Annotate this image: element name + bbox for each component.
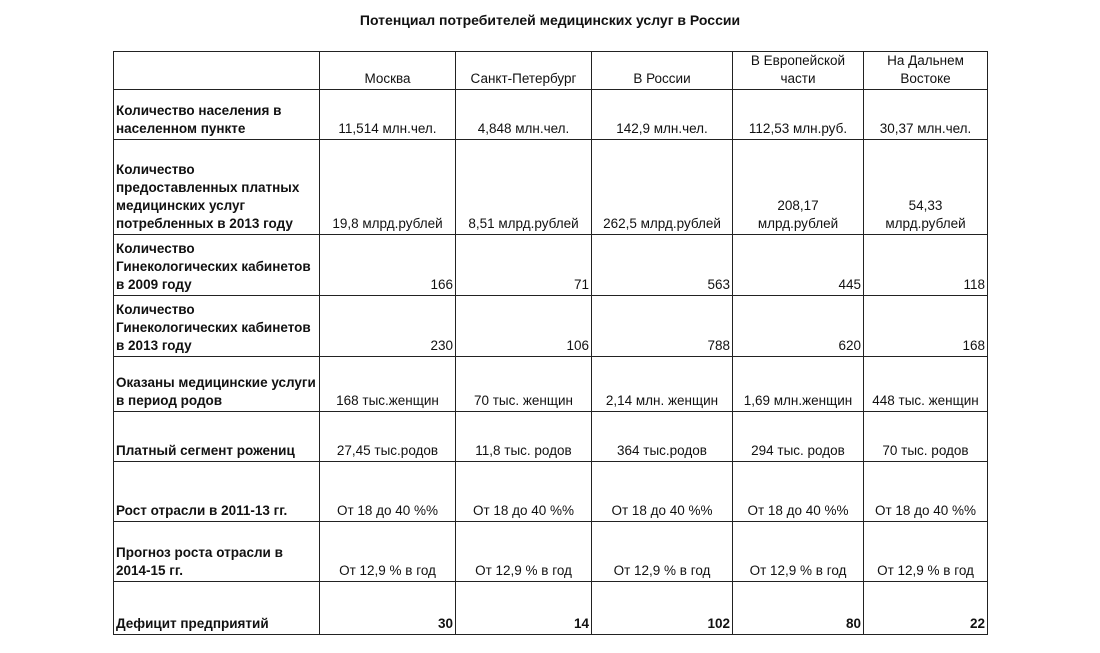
row-label-childbirth-services: Оказаны медицинские услуги в период родов xyxy=(114,357,320,412)
row-label-paid-segment: Платный сегмент рожениц xyxy=(114,412,320,462)
table-cell: 70 тыс. женщин xyxy=(456,357,592,412)
table-cell: 8,51 млрд.рублей xyxy=(456,140,592,235)
table-cell: 445 xyxy=(733,235,864,296)
table-cell: 563 xyxy=(592,235,733,296)
table-cell: 142,9 млн.чел. xyxy=(592,90,733,140)
header-cell-russia: В России xyxy=(592,52,733,90)
table-row xyxy=(114,522,988,582)
table-cell: От 18 до 40 %% xyxy=(320,462,456,522)
table-cell: 19,8 млрд.рублей xyxy=(320,140,456,235)
table-cell: От 12,9 % в год xyxy=(320,522,456,582)
table-cell: 168 xyxy=(864,296,988,357)
table-cell: 11,8 тыс. родов xyxy=(456,412,592,462)
table-cell: 54,33 млрд.рублей xyxy=(864,140,988,235)
row-label-population: Количество населения в населенном пункте xyxy=(114,90,320,140)
table-row xyxy=(114,582,988,635)
table-cell: От 18 до 40 %% xyxy=(733,462,864,522)
page-title: Потенциал потребителей медицинских услуг в России xyxy=(359,12,741,28)
row-label-growth-2011-13: Рост отрасли в 2011-13 гг. xyxy=(114,462,320,522)
header-cell-empty xyxy=(114,52,320,90)
table-cell: 364 тыс.родов xyxy=(592,412,733,462)
table-cell: 208,17 млрд.рублей xyxy=(733,140,864,235)
table-cell: 620 xyxy=(733,296,864,357)
table-row xyxy=(114,357,988,412)
table-cell: От 18 до 40 %% xyxy=(864,462,988,522)
table-cell: От 18 до 40 %% xyxy=(456,462,592,522)
table-row xyxy=(114,462,988,522)
table-row xyxy=(114,140,988,235)
row-label-gyn-2009: Количество Гинекологических кабинетов в 2009 году xyxy=(114,235,320,296)
table-cell: От 12,9 % в год xyxy=(733,522,864,582)
table-cell: 30,37 млн.чел. xyxy=(864,90,988,140)
table-row xyxy=(114,412,988,462)
table-cell: 14 xyxy=(456,582,592,635)
table-header-row xyxy=(114,52,988,90)
row-label-enterprise-deficit: Дефицит предприятий xyxy=(114,582,320,635)
table-cell: 262,5 млрд.рублей xyxy=(592,140,733,235)
table-cell: От 18 до 40 %% xyxy=(592,462,733,522)
table-cell: От 12,9 % в год xyxy=(592,522,733,582)
table-cell: 70 тыс. родов xyxy=(864,412,988,462)
table-cell: 448 тыс. женщин xyxy=(864,357,988,412)
table-cell: 4,848 млн.чел. xyxy=(456,90,592,140)
table-cell: 106 xyxy=(456,296,592,357)
table-cell: 27,45 тыс.родов xyxy=(320,412,456,462)
consumer-potential-table xyxy=(113,51,988,635)
table-cell: 168 тыс.женщин xyxy=(320,357,456,412)
table-row xyxy=(114,296,988,357)
table-row xyxy=(114,235,988,296)
table-cell: 22 xyxy=(864,582,988,635)
table-cell: 294 тыс. родов xyxy=(733,412,864,462)
header-cell-spb: Санкт-Петербург xyxy=(456,52,592,90)
table-cell: От 12,9 % в год xyxy=(456,522,592,582)
table-cell: 166 xyxy=(320,235,456,296)
row-label-gyn-2013: Количество Гинекологических кабинетов в 2013 году xyxy=(114,296,320,357)
table-row xyxy=(114,90,988,140)
table-cell: 30 xyxy=(320,582,456,635)
table-cell: 11,514 млн.чел. xyxy=(320,90,456,140)
table-cell: 1,69 млн.женщин xyxy=(733,357,864,412)
header-cell-europe: В Европейской части xyxy=(733,52,864,90)
table-cell: 2,14 млн. женщин xyxy=(592,357,733,412)
table-cell: 112,53 млн.руб. xyxy=(733,90,864,140)
table-cell: От 12,9 % в год xyxy=(864,522,988,582)
table-cell: 80 xyxy=(733,582,864,635)
table-cell: 102 xyxy=(592,582,733,635)
table-cell: 118 xyxy=(864,235,988,296)
row-label-paid-services: Количество предоставленных платных медицинских услуг потребленных в 2013 году xyxy=(114,140,320,235)
table-cell: 788 xyxy=(592,296,733,357)
row-label-forecast-2014-15: Прогноз роста отрасли в 2014-15 гг. xyxy=(114,522,320,582)
table-cell: 230 xyxy=(320,296,456,357)
header-cell-moscow: Москва xyxy=(320,52,456,90)
table-cell: 71 xyxy=(456,235,592,296)
header-cell-far-east: На Дальнем Востоке xyxy=(864,52,988,90)
